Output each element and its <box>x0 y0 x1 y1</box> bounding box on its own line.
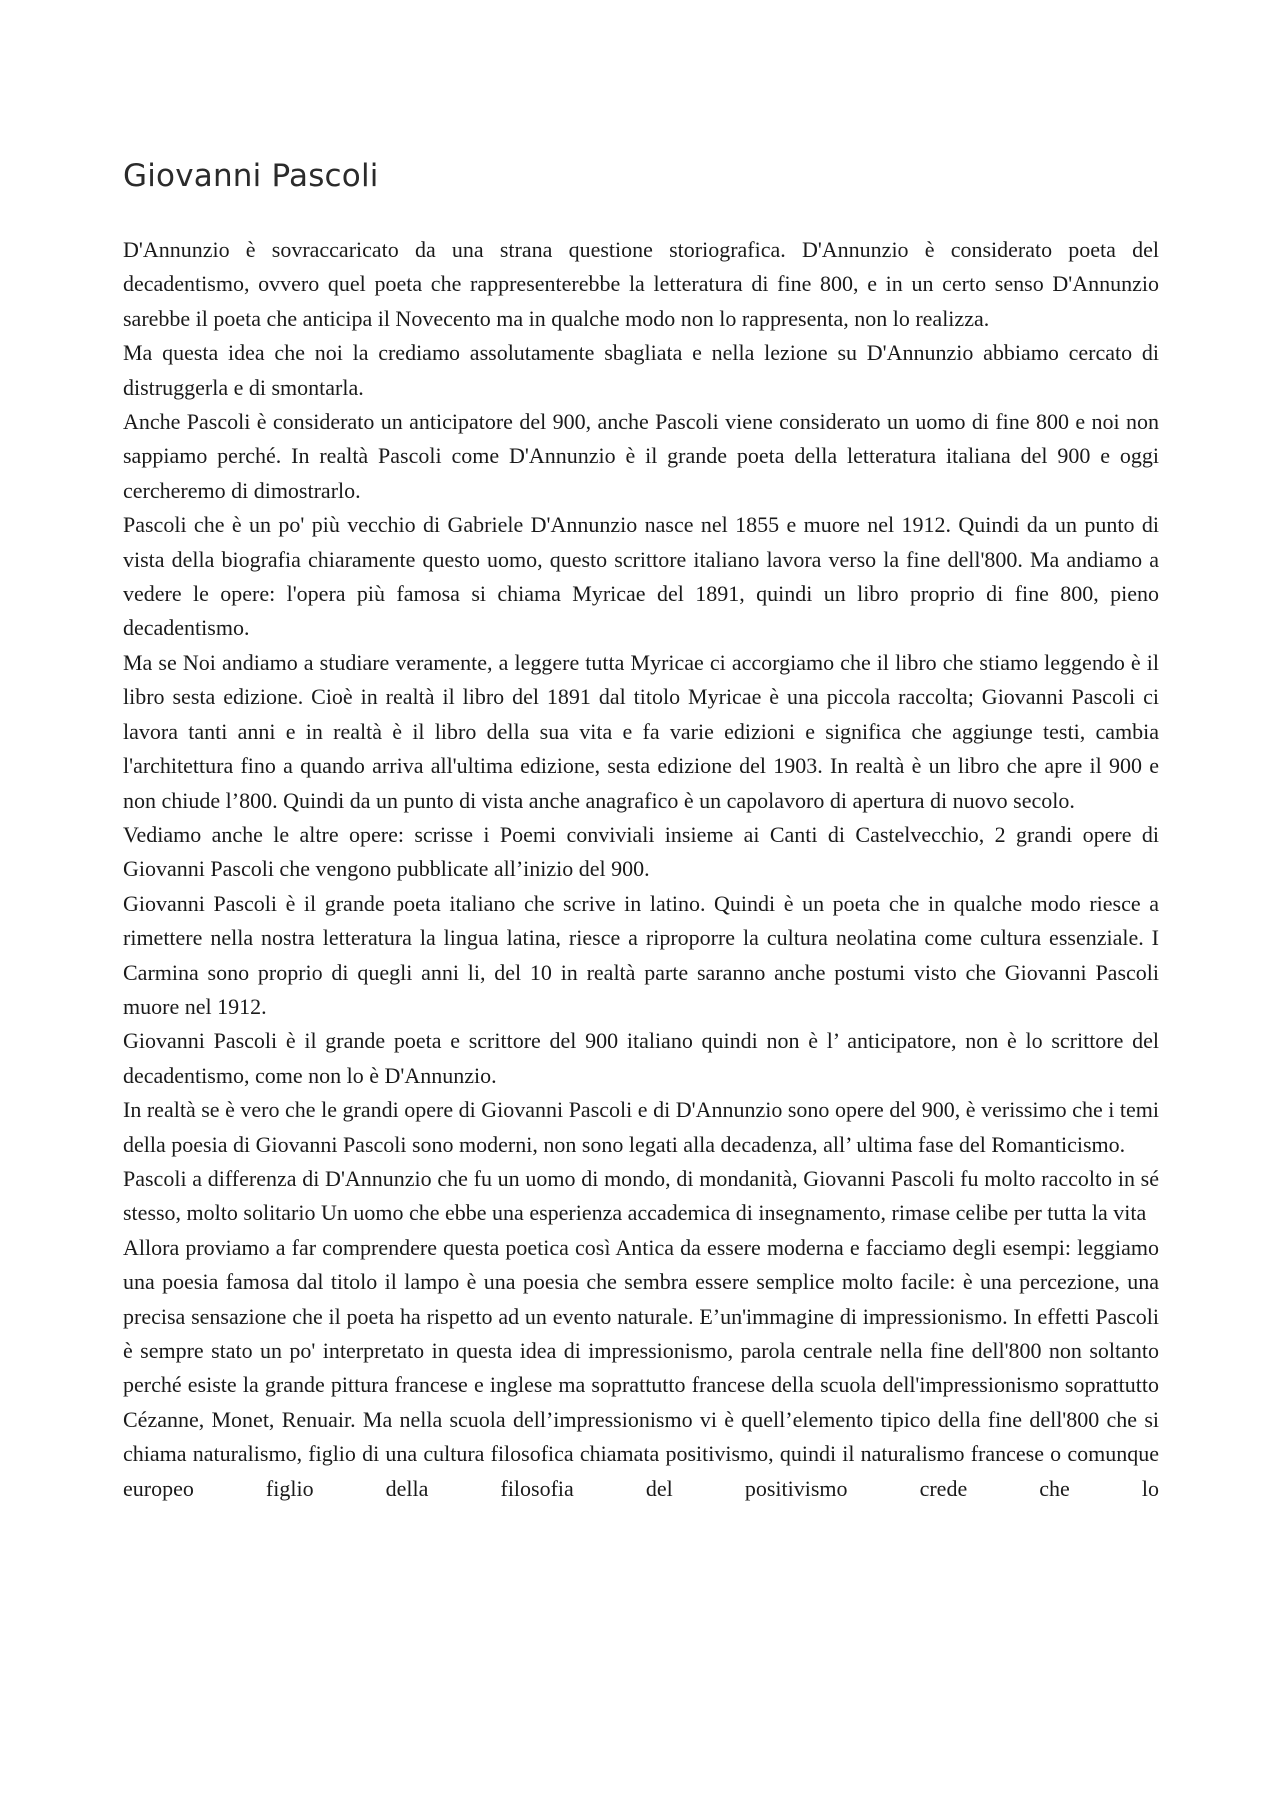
paragraph: Pascoli che è un po' più vecchio di Gabriele D'Annunzio nasce nel 1855 e muore nel 1912. Quindi da un punto di vista della biografia chiaramente questo uomo, questo scrittore italiano lavora verso la fine dell'800. Ma andiamo a vedere le opere: l'opera più famosa si chiama Myricae del 1891, quindi un libro proprio di fine 800, pieno decadentismo. <box>123 512 1159 641</box>
document-body <box>123 233 1159 1506</box>
document-title: Giovanni Pascoli <box>123 158 379 194</box>
paragraph: Allora proviamo a far comprendere questa poetica così Antica da essere moderna e facciamo degli esempi: leggiamo una poesia famosa dal titolo il lampo è una poesia che sembra essere semplice molto facile: è una percezione, una precisa sensazione che il poeta ha rispetto ad un evento naturale. E’un'immagine di impressionismo. In effetti Pascoli è sempre stato un po' interpretato in questa idea di impressionismo, parola centrale nella fine dell'800 non soltanto perché esiste la grande pittura francese e inglese ma soprattutto francese della scuola dell'impressionismo soprattutto Cézanne, Monet, Renuair. Ma nella scuola dell’impressionismo vi è quell’elemento tipico della fine dell'800 che si chiama naturalismo, figlio di una cultura filosofica chiamata positivismo, quindi il naturalismo francese o comunque europeo figlio della filosofia del positivismo crede che lo <box>123 1234 1159 1501</box>
paragraph: Ma se Noi andiamo a studiare veramente, a leggere tutta Myricae ci accorgiamo che il libro che stiamo leggendo è il libro sesta edizione. Cioè in realtà il libro del 1891 dal titolo Myricae è una piccola raccolta; Giovanni Pascoli ci lavora tanti anni e in realtà è il libro della sua vita e fa varie edizioni e significa che aggiunge testi, cambia l'architettura fino a quando arriva all'ultima edizione, sesta edizione del 1903. In realtà è un libro che apre il 900 e non chiude l’800. Quindi da un punto di vista anche anagrafico è un capolavoro di apertura di nuovo secolo. <box>123 649 1159 813</box>
paragraph: Giovanni Pascoli è il grande poeta italiano che scrive in latino. Quindi è un poeta che in qualche modo riesce a rimettere nella nostra letteratura la lingua latina, riesce a riproporre la cultura neolatina come cultura essenziale. I Carmina sono proprio di quegli anni li, del 10 in realtà parte saranno anche postumi visto che Giovanni Pascoli muore nel 1912. <box>123 890 1159 1019</box>
paragraph: D'Annunzio è sovraccaricato da una strana questione storiografica. D'Annunzio è considerato poeta del decadentismo, ovvero quel poeta che rappresenterebbe la letteratura di fine 800, e in un certo senso D'Annunzio sarebbe il poeta che anticipa il Novecento ma in qualche modo non lo rappresenta, non lo realizza. <box>123 237 1159 331</box>
paragraph: Anche Pascoli è considerato un anticipatore del 900, anche Pascoli viene considerato un uomo di fine 800 e noi non sappiamo perché. In realtà Pascoli come D'Annunzio è il grande poeta della letteratura italiana del 900 e oggi cercheremo di dimostrarlo. <box>123 409 1159 503</box>
paragraph: Ma questa idea che noi la crediamo assolutamente sbagliata e nella lezione su D'Annunzio abbiamo cercato di distruggerla e di smontarla. <box>123 340 1159 400</box>
paragraph: Vediamo anche le altre opere: scrisse i Poemi conviviali insieme ai Canti di Castelvecchio, 2 grandi opere di Giovanni Pascoli che vengono pubblicate all’inizio del 900. <box>123 821 1159 882</box>
paragraph: In realtà se è vero che le grandi opere di Giovanni Pascoli e di D'Annunzio sono opere del 900, è verissimo che i temi della poesia di Giovanni Pascoli sono moderni, non sono legati alla decadenza, all’ ultima fase del Romanticismo. <box>123 1097 1159 1157</box>
paragraph: Giovanni Pascoli è il grande poeta e scrittore del 900 italiano quindi non è l’ anticipatore, non è lo scrittore del decadentismo, come non lo è D'Annunzio. <box>123 1028 1159 1088</box>
paragraph: Pascoli a differenza di D'Annunzio che fu un uomo di mondo, di mondanità, Giovanni Pascoli fu molto raccolto in sé stesso, molto solitario Un uomo che ebbe una esperienza accademica di insegnamento, rimase celibe per tutta la vita <box>123 1165 1159 1226</box>
document-page <box>123 156 1159 1506</box>
